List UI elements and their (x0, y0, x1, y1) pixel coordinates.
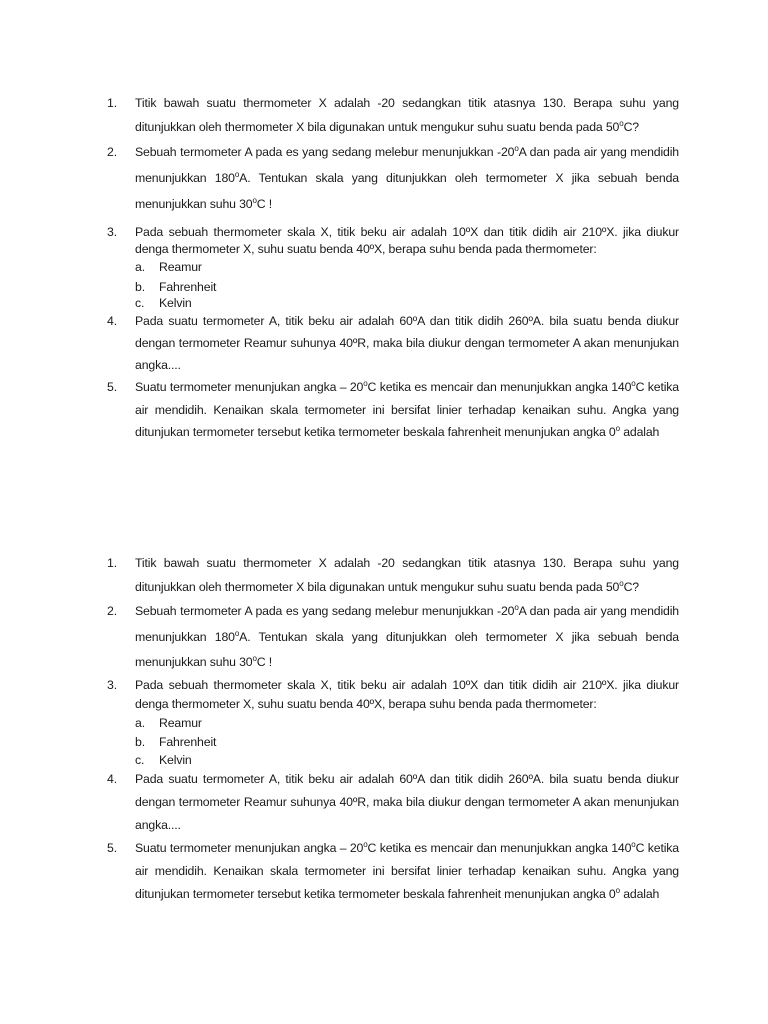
option-label: Kelvin (159, 296, 192, 310)
question-number: 1. (107, 556, 117, 570)
question-number: 2. (107, 604, 117, 618)
question-text-mid: A dan pada air yang mendidih menunjukkan 180 (135, 145, 679, 185)
option-label: Kelvin (159, 752, 192, 767)
option-a (135, 714, 679, 734)
degree-sign: o (252, 196, 257, 205)
degree-sign: o (252, 654, 257, 663)
question-text-end: C? (623, 120, 639, 134)
option-b (135, 278, 679, 298)
degree-sign: o (514, 144, 519, 153)
option-letter: b. (135, 735, 145, 749)
degree-sign: o (363, 839, 368, 849)
option-letter: c. (135, 296, 145, 310)
question-text: Pada sebuah thermometer skala X, titik beku air adalah 10ºX dan titik didih air 210ºX. jika diukur denga thermometer X, suhu suatu benda 40ºX, berapa suhu benda pada thermometer: (135, 677, 679, 711)
question-text-end: adalah (619, 425, 660, 439)
question-3 (107, 676, 679, 768)
option-letter: b. (135, 279, 145, 294)
question-list-1 (107, 91, 679, 444)
degree-sign: o (615, 424, 620, 433)
option-b (135, 733, 679, 753)
question-text-end: adalah (619, 886, 660, 901)
question-3 (107, 224, 679, 310)
question-text-end: C ! (256, 655, 273, 669)
question-text-end: C? (623, 580, 639, 594)
option-c (135, 297, 679, 310)
question-text-mid: C ketika es mencair dan menunjukkan angka 140 (367, 840, 632, 855)
question-text: Titik bawah suatu thermometer X adalah -20 sedangkan titik atasnya 130. Berapa suhu yang ditunjukkan oleh thermometer X bila digunakan untuk mengukur suhu suatu benda pada 50 (135, 96, 679, 134)
degree-sign: o (234, 170, 240, 179)
option-letter: a. (135, 260, 145, 274)
option-label: Reamur (159, 715, 202, 730)
question-1 (107, 551, 679, 599)
question-number: 1. (107, 96, 117, 110)
option-c (135, 753, 679, 768)
question-text: Pada suatu termometer A, titik beku air adalah 60ºA dan titik didih 260ºA. bila suatu benda diukur dengan termometer Reamur suhunya 40ºR, maka bila diukur dengan termometer A akan menunjukan angka.... (135, 771, 679, 832)
degree-sign: o (619, 579, 624, 588)
question-5 (107, 837, 679, 906)
question-5 (107, 376, 679, 444)
question-text: Suatu termometer menunjukan angka – 20 (135, 380, 364, 394)
degree-sign: o (631, 839, 636, 849)
question-number: 5. (107, 840, 117, 855)
question-text-mid2: C ketika air mendidih. Kenaikan skala termometer ini bersifat linier terhadap kenaikan suhu. Angka yang ditunjukan termometer tersebut ketika termometer beskala fahrenheit menunjukan angka 0 (135, 380, 679, 439)
degree-sign: o (631, 379, 636, 388)
question-number: 4. (107, 314, 117, 328)
question-text-end: C ! (256, 197, 273, 211)
question-text: Sebuah termometer A pada es yang sedang melebur menunjukkan -20 (135, 604, 515, 618)
option-letter: c. (135, 752, 145, 767)
degree-sign: o (514, 603, 519, 612)
question-number: 4. (107, 771, 117, 786)
question-number: 2. (107, 145, 117, 159)
question-text: Titik bawah suatu thermometer X adalah -20 sedangkan titik atasnya 130. Berapa suhu yang ditunjukkan oleh thermometer X bila digunakan untuk mengukur suhu suatu benda pada 50 (135, 556, 679, 594)
question-1 (107, 91, 679, 139)
question-text: Pada sebuah thermometer skala X, titik beku air adalah 10ºX dan titik didih air 210ºX. jika diukur denga thermometer X, suhu suatu benda 40ºX, berapa suhu benda pada thermometer: (135, 225, 679, 256)
question-list-2 (107, 551, 679, 906)
question-4 (107, 768, 679, 837)
question-text: Suatu termometer menunjukan angka – 20 (135, 840, 364, 855)
question-text-mid: C ketika es mencair dan menunjukkan angka 140 (367, 380, 632, 394)
degree-sign: o (615, 885, 620, 895)
option-a (135, 258, 679, 278)
question-text-mid: A dan pada air yang mendidih menunjukkan 180 (135, 604, 679, 644)
degree-sign: o (363, 379, 368, 388)
question-text-mid2: A. Tentukan skala yang ditunjukkan oleh termometer X jika sebuah benda menunjukkan suhu 30 (135, 629, 679, 669)
question-number: 5. (107, 380, 117, 394)
question-text: Sebuah termometer A pada es yang sedang melebur menunjukkan -20 (135, 145, 515, 159)
option-label: Reamur (159, 260, 202, 274)
question-text-mid2: C ketika air mendidih. Kenaikan skala termometer ini bersifat linier terhadap kenaikan suhu. Angka yang ditunjukan termometer tersebut ketika termometer beskala fahrenheit menunjukan angka 0 (135, 840, 679, 901)
question-text-mid2: A. Tentukan skala yang ditunjukkan oleh termometer X jika sebuah benda menunjukkan suhu 30 (135, 171, 679, 211)
question-text: Pada suatu termometer A, titik beku air adalah 60ºA dan titik didih 260ºA. bila suatu benda diukur dengan termometer Reamur suhunya 40ºR, maka bila diukur dengan termometer A akan menunjukan angka.... (135, 314, 679, 372)
question-number: 3. (107, 677, 117, 692)
degree-sign: o (234, 628, 240, 638)
question-number: 3. (107, 225, 117, 239)
option-label: Fahrenheit (159, 735, 217, 749)
option-letter: a. (135, 715, 145, 730)
option-label: Fahrenheit (159, 279, 217, 294)
degree-sign: o (619, 119, 624, 128)
question-4 (107, 310, 679, 376)
question-2 (107, 599, 679, 676)
question-2 (107, 139, 679, 217)
